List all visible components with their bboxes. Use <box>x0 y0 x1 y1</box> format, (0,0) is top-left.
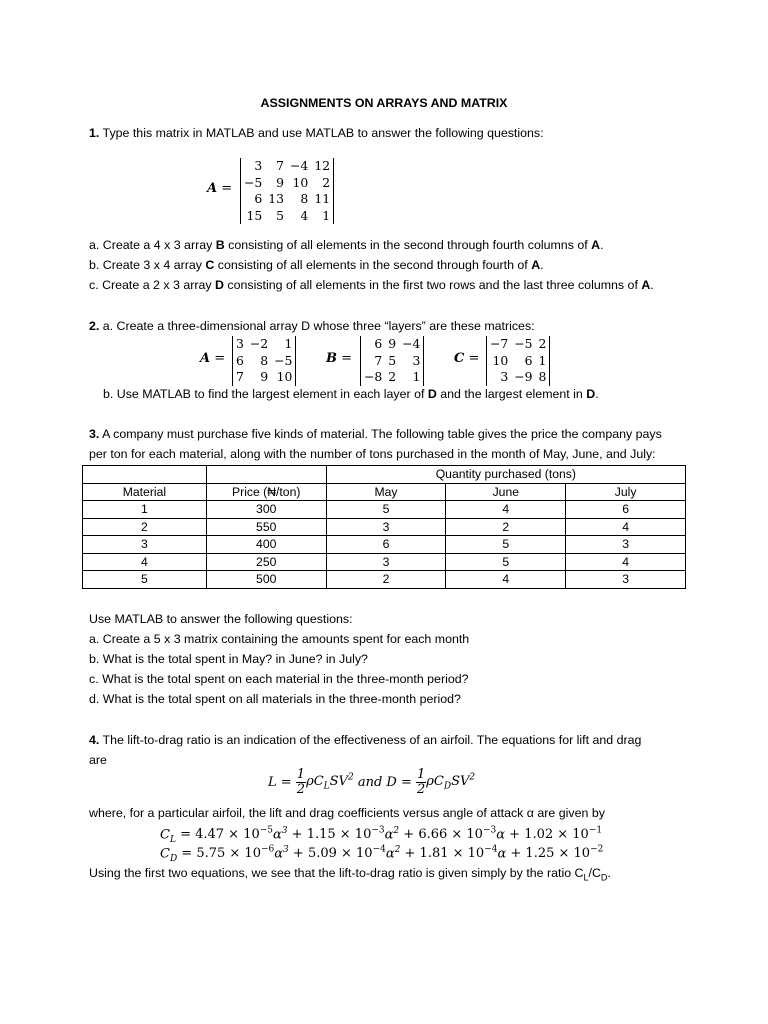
matrix-cell: 6 <box>254 191 263 206</box>
matrix-cell: −9 <box>514 369 533 384</box>
q2-matrix-b <box>360 336 424 386</box>
col-header-june: June <box>446 483 566 501</box>
matrix-cell: 1 <box>538 352 547 368</box>
table-cell: 5 <box>83 571 207 589</box>
matrix-cell: 7 <box>276 158 285 173</box>
matrix-row <box>233 369 295 386</box>
col-header-may: May <box>326 483 446 501</box>
q1-text <box>89 126 544 140</box>
table-cell: 4 <box>446 501 566 519</box>
q1-item-a: a. Create a 4 x 3 array B consisting of all elements in the second through fourth columns of A. <box>89 238 604 252</box>
matrix-row <box>361 336 423 353</box>
table-row <box>83 536 686 554</box>
matrix-cell: 1 <box>284 336 293 351</box>
q2-label-b: B = <box>326 351 353 366</box>
materials-table <box>82 465 686 589</box>
table-cell: 3 <box>326 518 446 536</box>
cl-equation: $C_L = 4.47 \times 10^{-5}\alpha^3 + 1.15 \times 10^{-3}\alpha^2 + 6.66 \times 10^{-3}\alpha + 1.02 \times 10^{-1}$ <box>160 826 603 845</box>
matrix-cell: −2 <box>249 336 269 351</box>
matrix-cell: 2 <box>322 174 331 190</box>
matrix-cell: −5 <box>244 174 263 190</box>
matrix-cell: 2 <box>388 369 397 384</box>
matrix-cell: 7 <box>374 352 383 368</box>
q1-prompt: Type this matrix in MATLAB and use MATLAB to answer the following questions: <box>99 126 544 140</box>
matrix-cell: 3 <box>236 336 244 351</box>
table-row <box>83 501 686 519</box>
q2-prompt: a. Create a three-dimensional array D whose three “layers” are these matrices: <box>99 319 535 333</box>
table-cell: 2 <box>326 571 446 589</box>
matrix-cell: 3 <box>254 158 263 173</box>
q4-text-line2: are <box>89 753 107 767</box>
matrix-row <box>487 353 549 370</box>
matrix-row <box>241 208 333 225</box>
table-cell: 1 <box>83 501 207 519</box>
q2-item-b: b. Use MATLAB to find the largest element in each layer of D and the largest element in D. <box>103 387 599 401</box>
matrix-cell: 15 <box>246 207 263 223</box>
q1-number: 1. <box>89 126 100 140</box>
q2-label-c: C = <box>454 351 480 366</box>
table-cell: 2 <box>446 518 566 536</box>
q2-number: 2. <box>89 319 100 333</box>
matrix-cell: −7 <box>490 336 509 351</box>
matrix-cell: 1 <box>412 369 421 384</box>
q3-number: 3. <box>89 427 100 441</box>
matrix-cell: 10 <box>292 174 309 190</box>
matrix-row <box>487 369 549 386</box>
table-cell: 500 <box>206 571 326 589</box>
matrix-cell: 11 <box>314 191 331 206</box>
matrix-cell: 6 <box>374 336 383 351</box>
table-cell: 250 <box>206 553 326 571</box>
col-header-july: July <box>566 483 686 501</box>
matrix-row <box>241 191 333 208</box>
lift-drag-equations: L = $\frac{1}{2}$ $\rho C_LSV^2$ and D = $\frac{1}{2}$ $\rho C_DSV^2$ <box>268 767 476 797</box>
matrix-cell: 4 <box>300 207 309 223</box>
cd-equation: $C_D = 5.75 \times 10^{-6}\alpha^3 + 5.09 \times 10^{-4}\alpha^2 + 1.81 \times 10^{-4}\alpha + 1.25 \times 10^{-2}$ <box>160 845 604 864</box>
table-cell: 4 <box>83 553 207 571</box>
table-cell: 5 <box>446 536 566 554</box>
matrix-cell: −5 <box>514 336 533 351</box>
q3-text-line2: per ton for each material, along with the number of tons purchased in the month of May, June, and July: <box>89 447 656 461</box>
matrix-cell: 5 <box>388 352 397 368</box>
q3-item-b: b. What is the total spent in May? in June? in July? <box>89 652 368 666</box>
q2-matrix-a <box>232 336 296 386</box>
matrix-cell: 10 <box>276 369 293 384</box>
table-cell: 400 <box>206 536 326 554</box>
page-title: ASSIGNMENTS ON ARRAYS AND MATRIX <box>260 96 508 110</box>
table-cell: 300 <box>206 501 326 519</box>
q4-final: Using the first two equations, we see that the lift-to-drag ratio is given simply by the ratio $C_L/C_D$. <box>89 866 611 883</box>
table-row <box>83 518 686 536</box>
q1-item-c: c. Create a 2 x 3 array D consisting of all elements in the first two rows and the last three columns of A. <box>89 278 654 292</box>
q2-text <box>89 319 535 333</box>
col-header-price: Price (₦/ton) <box>206 483 326 501</box>
matrix-cell: −5 <box>274 352 293 368</box>
matrix-cell: 12 <box>314 158 331 173</box>
table-cell: 6 <box>566 501 686 519</box>
matrix-cell: 13 <box>268 191 285 206</box>
matrix-cell: 3 <box>500 369 509 384</box>
matrix-cell: 8 <box>300 191 309 206</box>
matrix-cell: −8 <box>364 369 383 384</box>
matrix-cell: 9 <box>276 174 285 190</box>
matrix-cell: 9 <box>260 369 269 384</box>
q1-item-b: b. Create 3 x 4 array C consisting of all elements in the second through fourth of A. <box>89 258 544 272</box>
q3-item-c: c. What is the total spent on each material in the three-month period? <box>89 672 469 686</box>
table-row <box>83 553 686 571</box>
table-cell: 3 <box>566 571 686 589</box>
q4-where: where, for a particular airfoil, the lift and drag coefficients versus angle of attack α are given by <box>89 806 605 820</box>
table-header-row <box>83 483 686 501</box>
matrix-row <box>233 353 295 370</box>
matrix-cell: 6 <box>524 352 533 368</box>
matrix-cell: 7 <box>236 369 244 384</box>
matrix-row <box>241 158 333 175</box>
matrix-cell: 2 <box>538 336 547 351</box>
matrix-cell: 9 <box>388 336 397 351</box>
table-cell: 3 <box>83 536 207 554</box>
group-header: Quantity purchased (tons) <box>326 466 685 484</box>
q1-matrix-label: A = <box>207 181 233 196</box>
col-header-material: Material <box>83 483 207 501</box>
table-cell: 4 <box>566 518 686 536</box>
table-cell: 5 <box>326 501 446 519</box>
table-cell: 6 <box>326 536 446 554</box>
q4-text-line1: 4. The lift-to-drag ratio is an indication of the effectiveness of an airfoil. The equations for lift and drag <box>89 733 642 747</box>
table-cell: 4 <box>566 553 686 571</box>
table-cell: 2 <box>83 518 207 536</box>
matrix-cell: 1 <box>322 207 331 223</box>
table-cell: 3 <box>566 536 686 554</box>
q3-intro: Use MATLAB to answer the following questions: <box>89 612 353 626</box>
q1-matrix-a <box>240 158 334 224</box>
table-cell: 4 <box>446 571 566 589</box>
matrix-cell: 3 <box>412 352 421 368</box>
table-cell: 3 <box>326 553 446 571</box>
matrix-cell: 6 <box>236 352 244 368</box>
matrix-cell: −4 <box>290 158 309 173</box>
table-row <box>83 571 686 589</box>
q4-number: 4. <box>89 733 100 747</box>
q2-matrix-c <box>486 336 550 386</box>
matrix-row <box>361 353 423 370</box>
table-cell: 5 <box>446 553 566 571</box>
matrix-row <box>487 336 549 353</box>
matrix-row <box>241 175 333 192</box>
q3-text-line1: 3. A company must purchase five kinds of material. The following table gives the price the company pays <box>89 427 662 441</box>
matrix-cell: 5 <box>276 207 285 223</box>
matrix-cell: 10 <box>492 352 509 368</box>
table-cell: 550 <box>206 518 326 536</box>
matrix-cell: 8 <box>260 352 269 368</box>
q3-item-a: a. Create a 5 x 3 matrix containing the amounts spent for each month <box>89 632 470 646</box>
q3-item-d: d. What is the total spent on all materials in the three-month period? <box>89 692 461 706</box>
q2-label-a: A = <box>200 351 226 366</box>
table-group-header-row <box>83 466 686 484</box>
matrix-row <box>361 369 423 386</box>
matrix-cell: −4 <box>402 336 421 351</box>
matrix-row <box>233 336 295 353</box>
matrix-cell: 8 <box>538 369 547 384</box>
